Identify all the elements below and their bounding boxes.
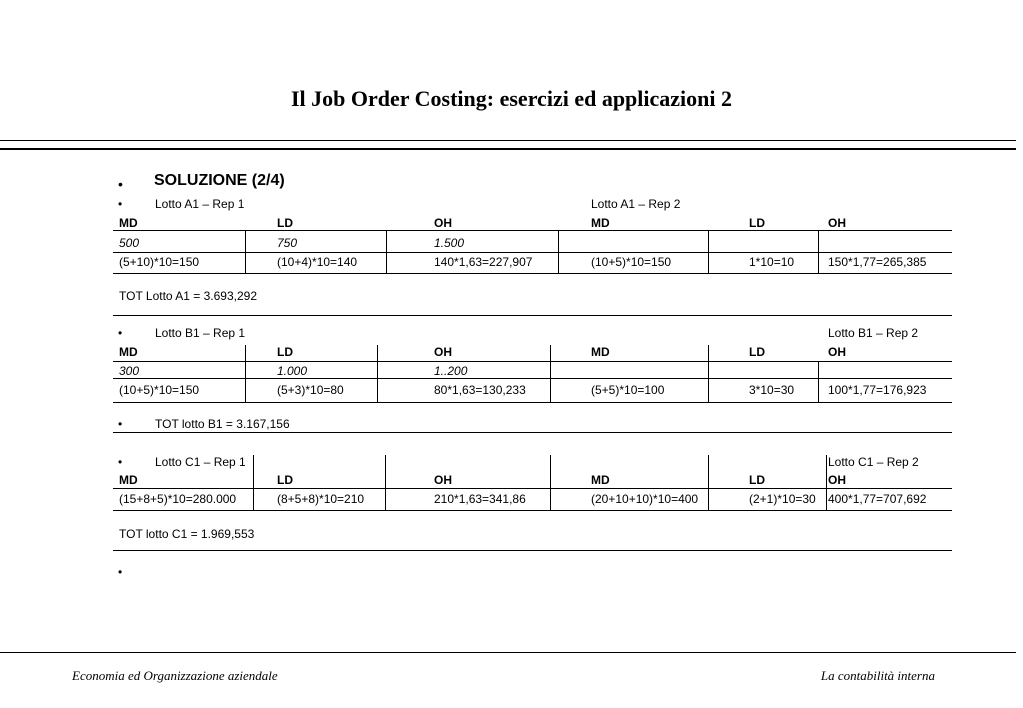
column-divider	[708, 230, 709, 273]
bullet: •	[118, 176, 123, 192]
column-divider	[818, 361, 819, 402]
lot-b-table-rule	[113, 378, 952, 379]
lot-c-total: TOT lotto C1 = 1.969,553	[119, 527, 255, 541]
bullet: •	[118, 417, 123, 431]
lot-a-total: TOT Lotto A1 = 3.693,292	[119, 289, 257, 303]
column-divider	[550, 455, 551, 510]
lot-b-value-oh: 1..200	[434, 364, 468, 378]
lot-c-table-rule	[113, 510, 952, 511]
lot-c-header-oh1: OH	[434, 473, 452, 487]
column-divider	[245, 345, 246, 402]
footer-right: La contabilità interna	[820, 668, 935, 683]
lot-c-calc-md2: (20+10+10)*10=400	[591, 492, 699, 506]
column-divider	[253, 455, 254, 510]
title-divider-top	[0, 140, 1016, 141]
bullet: •	[118, 565, 123, 579]
lot-a-calc-oh2: 150*1,77=265,385	[828, 255, 927, 269]
lot-b-header-oh2: OH	[828, 345, 846, 359]
lot-b-calc-md2: (5+5)*10=100	[591, 383, 665, 397]
lot-b-calc-ld1: (5+3)*10=80	[277, 383, 344, 397]
lot-c-header-ld2: LD	[749, 473, 765, 487]
lot-a-header-md1: MD	[119, 216, 138, 230]
bullet: •	[118, 197, 123, 211]
lot-c-calc-md1: (15+8+5)*10=280.000	[119, 492, 237, 506]
footer-left: Economia ed Organizzazione aziendale	[72, 668, 278, 683]
lot-a-value-ld: 750	[277, 236, 298, 250]
lot-a-header-ld2: LD	[749, 216, 765, 230]
lot-a-table-rule	[113, 252, 952, 253]
column-divider	[550, 345, 551, 402]
bullet: •	[118, 455, 123, 469]
lot-c-header-ld1: LD	[277, 473, 293, 487]
lot-b-header-ld1: LD	[277, 345, 293, 359]
lot-a-header-md2: MD	[591, 216, 610, 230]
lot-a-calc-ld1: (10+4)*10=140	[277, 255, 358, 269]
section-rule	[113, 550, 952, 551]
section-rule	[113, 315, 952, 316]
column-divider	[826, 455, 827, 510]
column-divider	[708, 345, 709, 402]
lot-a-value-md: 500	[119, 236, 140, 250]
lot-b-table-rule	[113, 361, 952, 362]
lot-b-value-md: 300	[119, 364, 140, 378]
lot-c-header-md1: MD	[119, 473, 138, 487]
column-divider	[377, 345, 378, 402]
lot-b-header-md1: MD	[119, 345, 138, 359]
lot-b-total: TOT lotto B1 = 3.167,156	[155, 417, 290, 431]
lot-b-value-ld: 1.000	[277, 364, 308, 378]
lot-a-value-oh: 1.500	[434, 236, 465, 250]
section-rule	[113, 432, 952, 433]
lot-a-rep2-label: Lotto A1 – Rep 2	[591, 197, 681, 211]
lot-a-table-rule	[113, 230, 952, 231]
lot-a-header-oh1: OH	[434, 216, 452, 230]
title-divider-bottom	[0, 148, 1016, 150]
lot-b-calc-ld2: 3*10=30	[749, 383, 795, 397]
lot-a-calc-md1: (5+10)*10=150	[119, 255, 200, 269]
lot-a-calc-md2: (10+5)*10=150	[591, 255, 672, 269]
lot-a-calc-oh1: 140*1,63=227,907	[434, 255, 533, 269]
subtitle: SOLUZIONE (2/4)	[154, 172, 285, 189]
lot-c-calc-ld2: (2+1)*10=30	[749, 492, 816, 506]
lot-b-table-rule	[113, 402, 952, 403]
lot-b-calc-oh2: 100*1,77=176,923	[828, 383, 927, 397]
bullet: •	[118, 326, 123, 340]
lot-b-header-md2: MD	[591, 345, 610, 359]
lot-a-table-rule	[113, 273, 952, 274]
lot-c-calc-ld1: (8+5+8)*10=210	[277, 492, 365, 506]
column-divider	[708, 455, 709, 510]
column-divider	[818, 230, 819, 273]
lot-b-rep1-label: Lotto B1 – Rep 1	[155, 326, 246, 340]
lot-c-calc-oh1: 210*1,63=341,86	[434, 492, 526, 506]
lot-c-header-oh2: OH	[828, 473, 846, 487]
column-divider	[385, 455, 386, 510]
lot-b-rep2-label: Lotto B1 – Rep 2	[828, 326, 919, 340]
column-divider	[386, 230, 387, 273]
lot-a-header-ld1: LD	[277, 216, 293, 230]
lot-b-header-oh1: OH	[434, 345, 452, 359]
lot-a-rep1-label: Lotto A1 – Rep 1	[155, 197, 245, 211]
lot-b-header-ld2: LD	[749, 345, 765, 359]
lot-c-calc-oh2: 400*1,77=707,692	[828, 492, 927, 506]
lot-c-rep2-label: Lotto C1 – Rep 2	[828, 455, 919, 469]
slide-title: Il Job Order Costing: esercizi ed applicazioni 2	[291, 86, 732, 111]
column-divider	[558, 230, 559, 273]
lot-c-header-md2: MD	[591, 473, 610, 487]
lot-a-calc-ld2: 1*10=10	[749, 255, 795, 269]
footer-divider	[0, 652, 1016, 653]
lot-b-calc-oh1: 80*1,63=130,233	[434, 383, 526, 397]
lot-c-rep1-label: Lotto C1 – Rep 1	[155, 455, 246, 469]
lot-a-header-oh2: OH	[828, 216, 846, 230]
column-divider	[245, 230, 246, 273]
lot-b-calc-md1: (10+5)*10=150	[119, 383, 200, 397]
